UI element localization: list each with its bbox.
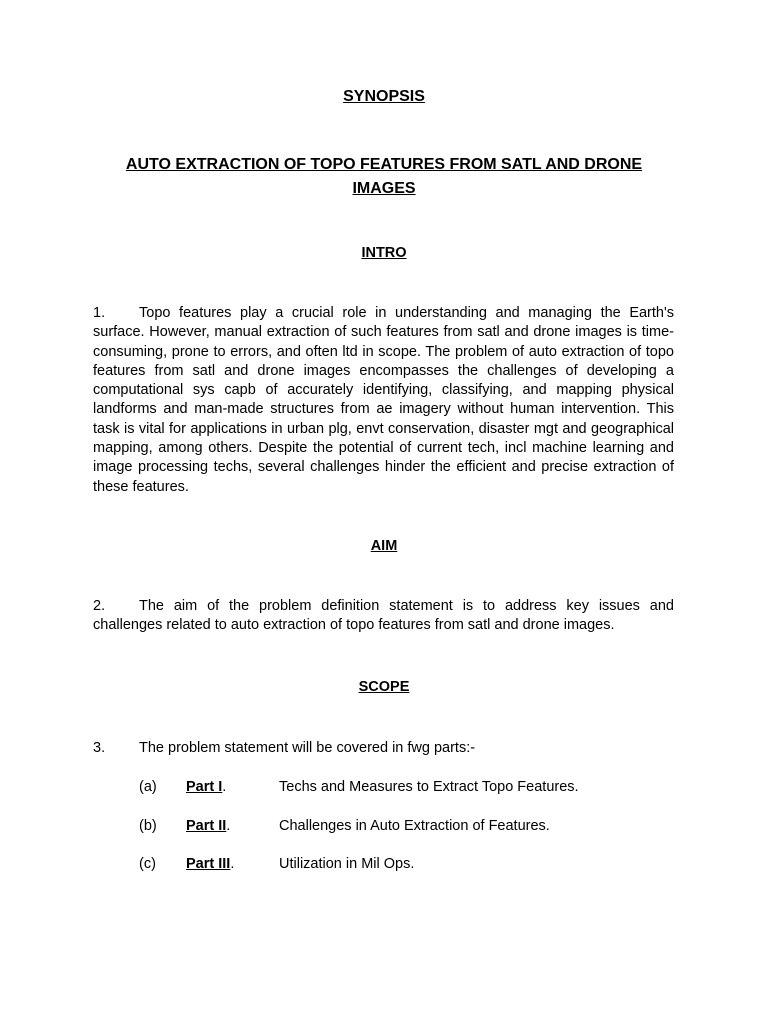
scope-text: The problem statement will be covered in fwg parts:- [139, 740, 476, 756]
part-letter: (b) [139, 818, 157, 834]
part-description: Utilization in Mil Ops. [279, 856, 415, 872]
document-title: AUTO EXTRACTION OF TOPO FEATURES FROM SATL AND DRONE IMAGES [125, 156, 643, 197]
part-name: Part I [186, 779, 223, 795]
intro-heading: INTRO [361, 245, 407, 261]
scope-para-number: 3. [93, 740, 106, 756]
aim-heading: AIM [370, 538, 398, 554]
scope-paragraph [93, 739, 674, 758]
part-description: Techs and Measures to Extract Topo Features. [279, 779, 579, 795]
scope-heading: SCOPE [358, 679, 410, 695]
aim-text: The aim of the problem definition statement is to address key issues and challenges related to auto extraction of topo features from satl and drone images. [93, 598, 674, 634]
aim-para-number: 2. [93, 598, 106, 614]
part-name: Part II [186, 818, 227, 834]
synopsis-heading: SYNOPSIS [343, 88, 425, 105]
intro-para-number: 1. [93, 305, 106, 321]
intro-paragraph [93, 304, 674, 497]
aim-paragraph [93, 597, 674, 636]
part-name: Part III [186, 856, 231, 872]
part-description: Challenges in Auto Extraction of Features. [279, 818, 550, 834]
part-letter: (c) [139, 856, 156, 872]
part-letter: (a) [139, 779, 157, 795]
intro-text: Topo features play a crucial role in understanding and managing the Earth's surface. However, manual extraction of such features from satl and drone images is time-consuming, prone to errors, and often ltd in scope. The problem of auto extraction of topo features from satl and drone images encompasses the challenges of developing a computational sys capb of accurately identifying, classifying, and mapping physical landforms and man-made structures from ae imagery without human intervention. This task is vital for applications in urban plg, envt conservation, disaster mgt and geographical mapping, among others. Despite the potential of current tech, incl machine learning and image processing techs, several challenges hinder the efficient and precise extraction of these features. [93, 305, 674, 495]
document-page: SYNOPSIS AUTO EXTRACTION OF TOPO FEATURES FROM SATL AND DRONE IMAGES INTRO 1. Topo features play a crucial role in understanding and managing the Earth's surface. However, manual extraction of such features from satl and drone images is time-consuming, prone to errors, and often ltd in scope. The problem of auto extraction of topo features from satl and drone images encompasses the challenges of developing a computational sys capb of accurately identifying, classifying, and mapping physical landforms and man-made structures from ae imagery without human intervention. This task is vital for applications in urban plg, envt conservation, disaster mgt and geographical mapping, among others. Despite the potential of current tech, incl machine learning and image processing techs, several challenges hinder the efficient and precise extraction of these features. AIM 2. The aim of the problem definition statement is to address key issues and challenges related to auto extraction of topo features from satl and drone images. SCOPE 3. The problem statement will be covered in fwg parts:- (a) Part I. Techs and Measures to Extract Topo Features. (b) Part II. Challenges in Auto Extraction of Features. (c) Part III. Utilization in Mil Ops. [93, 88, 674, 872]
